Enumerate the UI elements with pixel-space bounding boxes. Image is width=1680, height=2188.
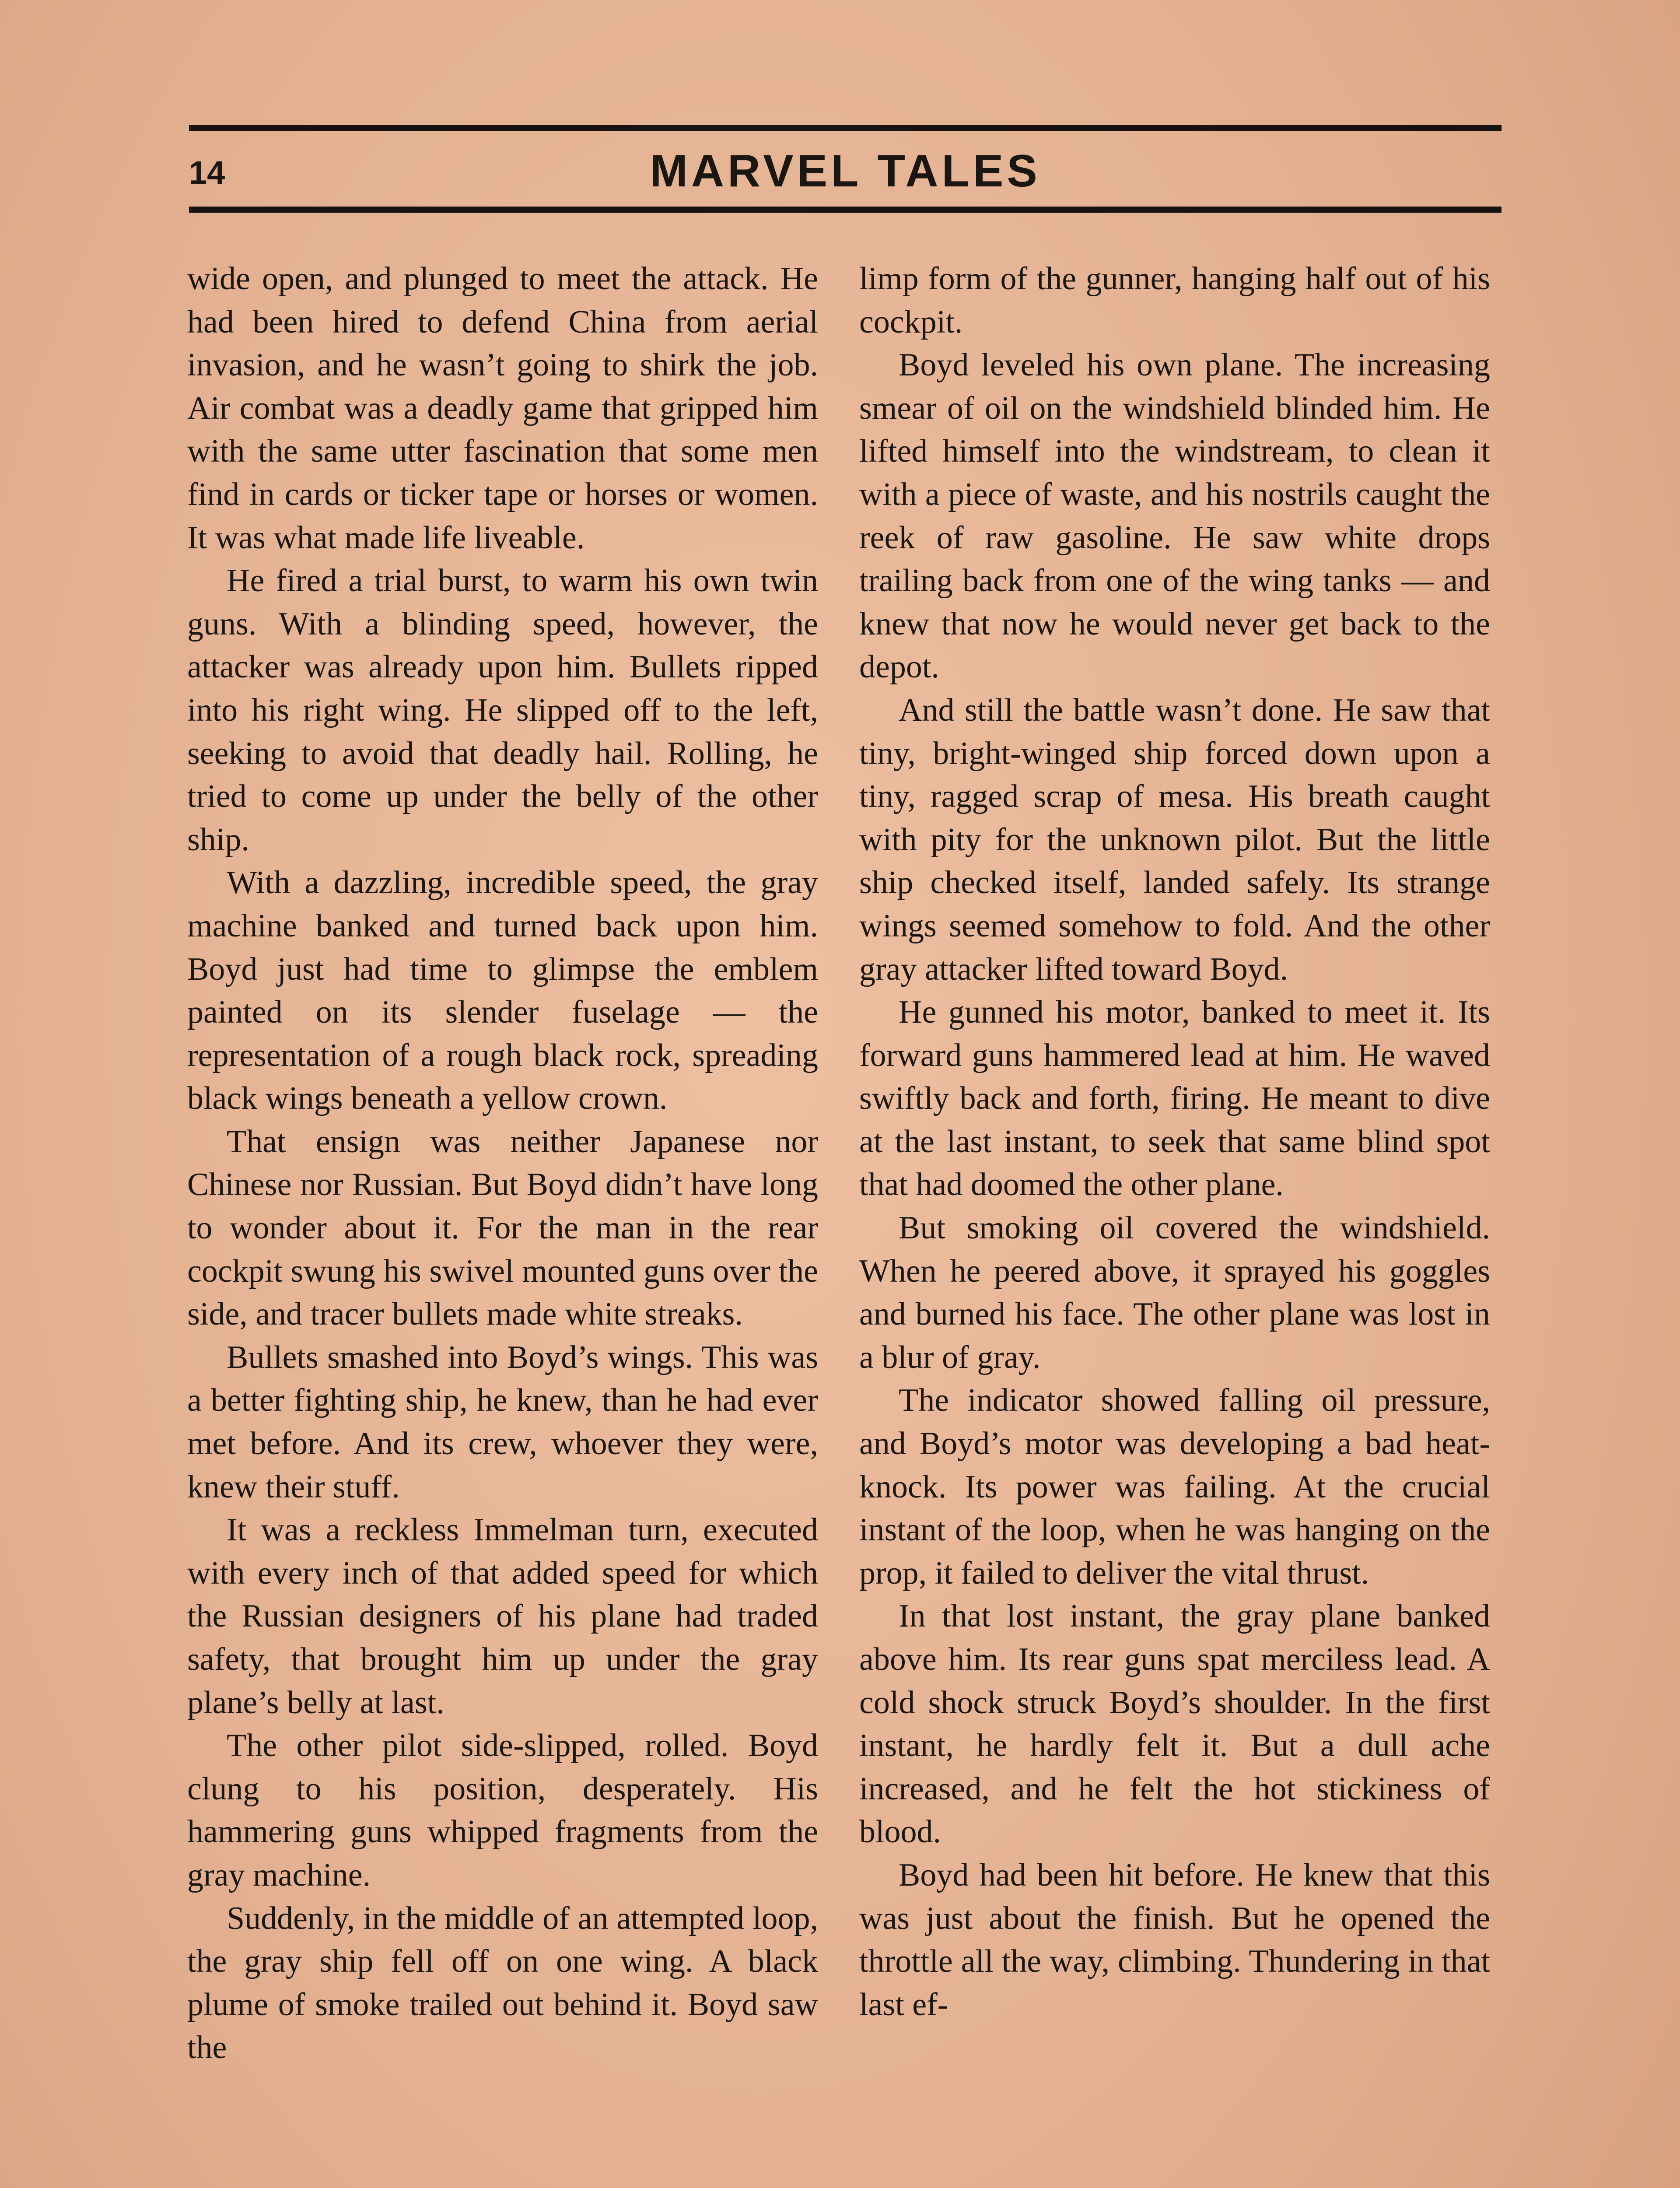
paragraph: That ensign was neither Japanese nor Chinese nor Russian. But Boyd didn’t have long to wonder about it. For the man in the rear cockpit swung his swivel mounted guns over the side, and tracer bullets made white streaks. (187, 1123, 818, 1332)
paragraph: Suddenly, in the middle of an attempted loop, the gray ship fell off on one wing. A black plume of smoke trailed out behind it. Boyd saw the (187, 1900, 818, 2066)
paragraph: And still the battle wasn’t done. He saw that tiny, bright-winged ship forced down upon a tiny, ragged scrap of mesa. His breath caught with pity for the unknown pilot. But the little ship checked itself, landed safely. Its strange wings seemed somehow to fold. And the other gray attacker lifted toward Boyd. (859, 692, 1490, 987)
paragraph: Bullets smashed into Boyd’s wings. This was a better fighting ship, he knew, than he had ever met before. And its crew, whoever they were, knew their stuff. (187, 1339, 818, 1505)
paragraph: It was a reckless Immelman turn, executed with every inch of that added speed for which the Russian designers of his plane had traded safety, that brought him up under the gray plane’s belly at last. (187, 1512, 818, 1721)
paragraph: He gunned his motor, banked to meet it. Its forward guns hammered lead at him. He waved swiftly back and forth, firing. He meant to dive at the last instant, to seek that same blind spot that had doomed the other plane. (859, 994, 1490, 1203)
magazine-title: MARVEL TALES (650, 146, 1041, 196)
left-text-column (187, 257, 818, 2069)
paragraph: But smoking oil covered the windshield. When he peered above, it sprayed his goggles and burned his face. The other plane was lost in a blur of gray. (859, 1210, 1490, 1375)
paragraph: limp form of the gunner, hanging half out of his cockpit. (859, 261, 1490, 340)
page-number: 14 (189, 154, 225, 191)
header-rule-bottom (189, 207, 1502, 213)
header-rule-top (189, 125, 1502, 131)
paragraph: He fired a trial burst, to warm his own twin guns. With a blinding speed, however, the attacker was already upon him. Bullets ripped into his right wing. He slipped off to the left, seeking to avoid that deadly hail. Rolling, he tried to come up under the belly of the other ship. (187, 563, 818, 858)
paragraph: The indicator showed falling oil pressure, and Boyd’s motor was developing a bad heat-knock. Its power was failing. At the crucial instant of the loop, when he was hanging on the prop, it failed to deliver the vital thrust. (859, 1382, 1490, 1591)
paragraph: Boyd had been hit before. He knew that this was just about the finish. But he opened the throttle all the way, climbing. Thundering in that last ef- (859, 1857, 1490, 2023)
paragraph: With a dazzling, incredible speed, the gray machine banked and turned back upon him. Boyd just had time to glimpse the emblem painted on its slender fuselage — the representation of a rough black rock, spreading black wings beneath a yellow crown. (187, 865, 818, 1117)
paragraph: Boyd leveled his own plane. The increasing smear of oil on the windshield blinded him. He lifted himself into the windstream, to clean it with a piece of waste, and his nostrils caught the reek of raw gasoline. He saw white drops trailing back from one of the wing tanks — and knew that now he would never get back to the depot. (859, 347, 1490, 685)
paragraph: The other pilot side-slipped, rolled. Boyd clung to his position, desperately. His hammering guns whipped fragments from the gray machine. (187, 1728, 818, 1893)
right-text-column (859, 257, 1490, 2026)
paragraph: wide open, and plunged to meet the attack. He had been hired to defend China from aerial invasion, and he wasn’t going to shirk the job. Air combat was a deadly game that gripped him with the same utter fascination that some men find in cards or ticker tape or horses or women. It was what made life liveable. (187, 261, 818, 556)
paragraph: In that lost instant, the gray plane banked above him. Its rear guns spat merciless lead. A cold shock struck Boyd’s shoulder. In the first instant, he hardly felt it. But a dull ache increased, and he felt the hot stickiness of blood. (859, 1598, 1490, 1850)
running-header (189, 125, 1502, 211)
